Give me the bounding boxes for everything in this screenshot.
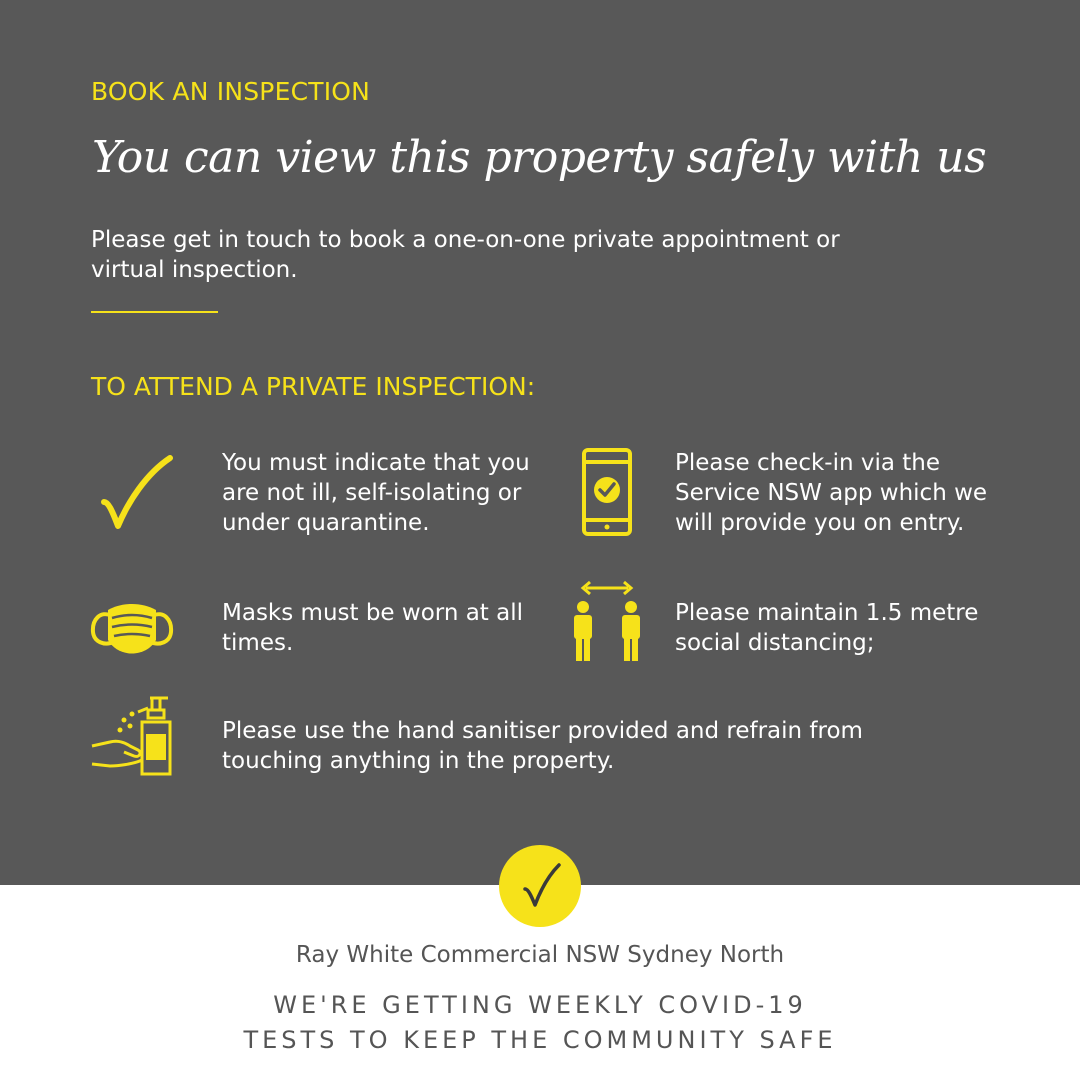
phone-check-in-icon: [581, 447, 633, 537]
tagline-line-2: TESTS TO KEEP THE COMMUNITY SAFE: [243, 1026, 837, 1054]
tagline: [0, 988, 1080, 1058]
brand-name: Ray White Commercial NSW Sydney North: [295, 942, 785, 968]
requirement-text-masks: Masks must be worn at all times.: [222, 600, 524, 656]
requirement-text-check-in: Please check-in via the Service NSW app which we will provide you on entry.: [675, 450, 988, 536]
headline: You can view this property safely with us: [92, 132, 987, 183]
hand-sanitiser-icon: [90, 694, 176, 780]
social-distancing-icon: [566, 580, 648, 664]
eyebrow-label: BOOK AN INSPECTION: [91, 77, 371, 106]
requirement-text-distancing: Please maintain 1.5 metre social distancing;: [675, 600, 979, 656]
requirement-text-sanitiser: Please use the hand sanitiser provided and refrain from touching anything in the property.: [222, 718, 863, 774]
ray-white-logo: [499, 845, 581, 927]
checkmark-icon: [98, 452, 178, 532]
intro-text: Please get in touch to book a one-on-one private appointment or virtual inspection.: [91, 227, 840, 283]
requirement-text-wellness: You must indicate that you are not ill, self-isolating or under quarantine.: [222, 450, 530, 536]
divider: [91, 311, 218, 313]
tagline-line-1: WE'RE GETTING WEEKLY COVID-19: [273, 991, 807, 1019]
face-mask-icon: [90, 600, 174, 662]
section-heading: TO ATTEND A PRIVATE INSPECTION:: [91, 372, 536, 401]
